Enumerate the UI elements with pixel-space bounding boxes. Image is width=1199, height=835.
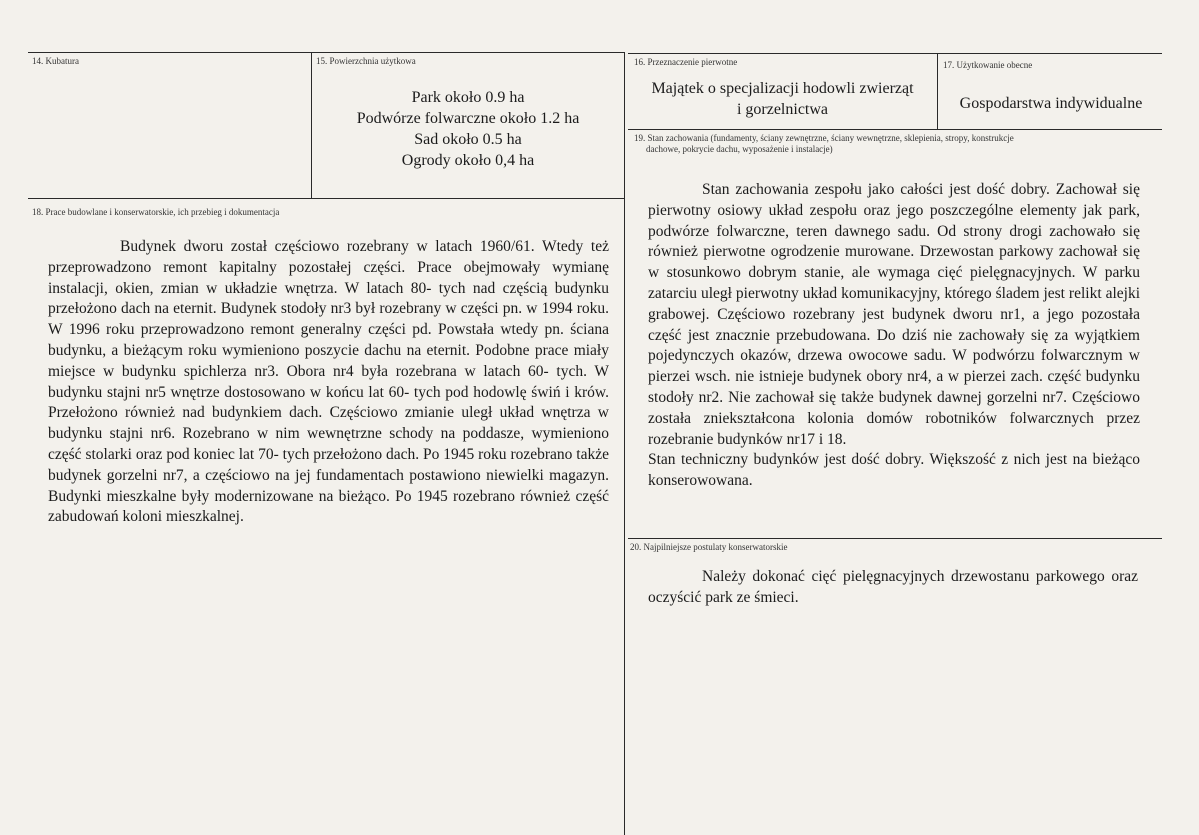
field-15-values: [312, 87, 624, 171]
border-above-18: [28, 198, 624, 199]
field-17-value: Gospodarstwa indywidualne: [959, 95, 1143, 112]
field-14-label: 14. Kubatura: [32, 56, 79, 66]
field-19-label: 19. Stan zachowania (fundamenty, ściany zewnętrzne, ściany wewnętrzne, sklepienia, stropy, konstrukcje dachowe, pokrycie dachu, wyposażenie i instalacje): [634, 133, 1014, 154]
area-orchard: Sad około 0.5 ha: [414, 131, 522, 148]
divider-16-17: [937, 53, 938, 129]
field-20-text: Należy dokonać cięć pielęgnacyjnych drzewostanu parkowego oraz oczyścić park ze śmieci.: [648, 568, 1138, 606]
top-border-left: [28, 52, 624, 53]
field-18-text: Budynek dworu został częściowo rozebrany w latach 1960/61. Wtedy też przeprowadzono remont kapitalny pozostałej części. Prace obejmowały wymianę instalacji, okien, zmian w układzie wnętrza. W latach 80- tych nad częścią budynku przełożono dach na eternit. Budynek stodoły nr3 był rozebrany w części pn. w 1994 roku. W 1996 roku przeprowadzono remont generalny części pd. Powstała wtedy pn. ściana budynku, a bieżącym roku wymieniono poszycie dachu na eternit. Podobne prace miały miejsce w budynku spichlerza nr3. Obora nr4 była rozebrana w latach 60- tych. W budynku stajni nr5 wnętrze dostosowano w końcu lat 60- tych pod hodowlę świń i krów. Przełożono również nad budynkiem dach. Częściowo zmianie uległ układ wnętrza w budynku stajni nr6. Rozebrano w nim wewnętrzne schody na poddasze, wymieniono część stolarki oraz pod koniec lat 70- tych przełożono dach. Po 1945 roku rozebrano także budynek gorzelni nr7, a częściowo na jej fundamentach postawiono niewielki magazyn. Budynki mieszkalne były modernizowane na bieżąco. Po 1945 rozebrano również część zabudowań koloni mieszkalnej.: [48, 238, 609, 526]
area-park: Park około 0.9 ha: [411, 89, 525, 106]
field-16-value: Majątek o specjalizacji hodowli zwierząt i gorzelnictwa: [651, 80, 914, 118]
area-gardens: Ogrody około 0,4 ha: [401, 152, 535, 169]
top-border-right: [628, 53, 1162, 54]
field-18-label: 18. Prace budowlane i konserwatorskie, ich przebieg i dokumentacja: [32, 207, 280, 217]
border-above-20: [628, 538, 1162, 539]
center-divider: [624, 52, 625, 835]
area-courtyard: Podwórze folwarczne około 1.2 ha: [356, 110, 580, 127]
field-16-label: 16. Przeznaczenie pierwotne: [634, 57, 738, 67]
field-15-label: 15. Powierzchnia użytkowa: [316, 56, 416, 66]
field-17-label: 17. Użytkowanie obecne: [943, 60, 1033, 70]
field-19-text: Stan zachowania zespołu jako całości jest dość dobry. Zachował się pierwotny osiowy układ zespołu oraz jego poszczególne elementy jak park, podwórze folwarczne, teren dawnego sadu. Od strony drogi zachowało się również pierwotne ogrodzenie murowane. Drzewostan parkowy zachował się w stosunkowo dobrym stanie, ale wymaga cięć pielęgnacyjnych. W parku zatarciu uległ pierwotny układ komunikacyjny, którego śladem jest relikt alejki grabowej. Częściowo rozebrany jest budynek dworu nr1, a jego pozostała część jest znacznie przebudowana. Do dziś nie zachowały się za wyjątkiem pojedynczych okazów, drzewa owocowe sadu. W podwórzu folwarcznym w pierzei wsch. nie istnieje budynek obory nr4, a w pierzei zach. część budynku stodoły nr2. Nie zachował się także budynek dawnej gorzelni nr7. Częściowo została zniekształcona kolonia domów robotników folwarcznych przez rozebranie budynków nr17 i 18. Stan techniczny budynków jest dość dobry. Większość z nich jest na bieżąco konserowowana.: [648, 181, 1140, 490]
border-above-19: [628, 129, 1162, 130]
field-20-label: 20. Najpilniejsze postulaty konserwatorskie: [630, 542, 788, 552]
